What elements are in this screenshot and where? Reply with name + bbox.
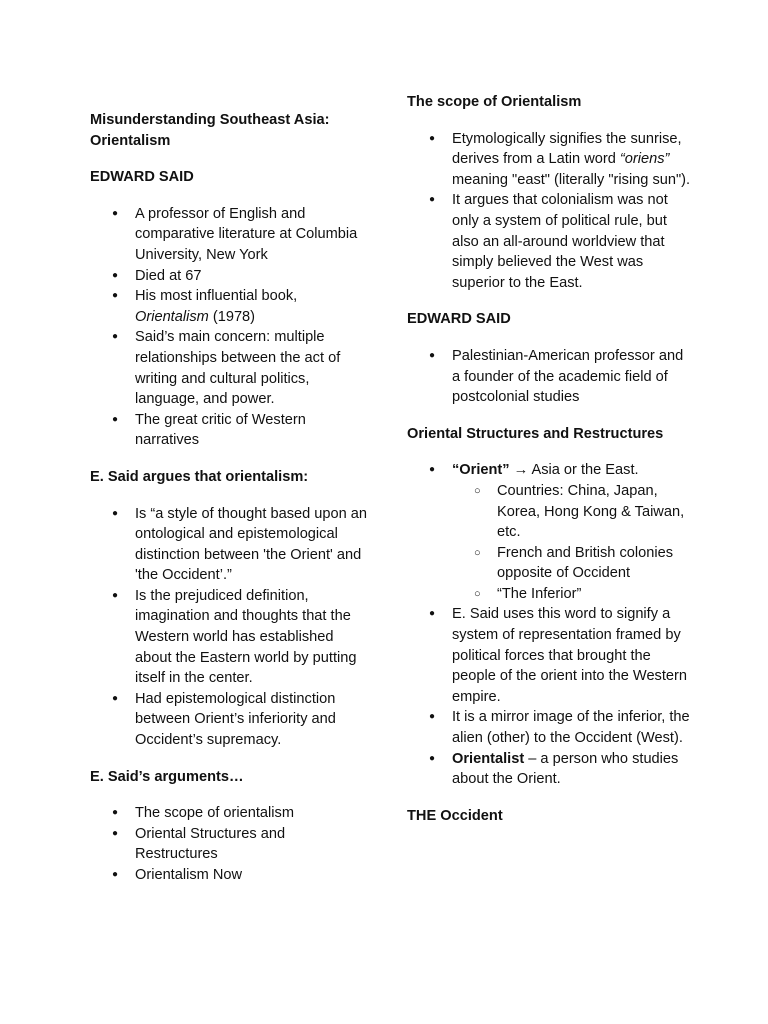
orient-term: “Orient” — [452, 462, 510, 479]
book-title: Orientalism — [135, 308, 209, 325]
book-year: (1978) — [208, 308, 256, 325]
orient-sublist — [452, 481, 692, 605]
list-item — [407, 460, 692, 604]
scope-list — [407, 129, 692, 294]
occident-heading: THE Occident — [407, 807, 503, 824]
list-item: ● The scope of orientalism — [90, 803, 368, 824]
list-item-text: His most influential book, — [135, 288, 298, 305]
list-item: ● Is the prejudiced definition, imagination and thoughts that the Western world has established about the Eastern world by putting itself in the center. — [90, 586, 368, 689]
list-item: ● Died at 67 — [90, 266, 368, 287]
structures-heading: Oriental Structures and Restructures — [407, 425, 664, 442]
arguments-list — [90, 803, 368, 885]
list-item: ● Oriental Structures and Restructures — [90, 824, 368, 865]
list-item: ● E. Said uses this word to signify a system of representation framed by political forces that brought the people of the orient into the Western empire. — [407, 604, 692, 707]
list-item — [407, 129, 692, 191]
list-item: ● It argues that colonialism was not only a system of political rule, but also an all-around worldview that simply believed the West was superior to the East. — [407, 190, 692, 293]
scope-heading: The scope of Orientalism — [407, 94, 582, 110]
list-item: ● Orientalism Now — [90, 865, 368, 886]
orientalist-term: Orientalist — [452, 750, 525, 767]
argues-heading: E. Said argues that orientalism: — [90, 468, 309, 485]
sublist-item: ○ “The Inferior” — [452, 584, 692, 605]
structures-list — [407, 460, 692, 790]
sublist-item: ○ Countries: China, Japan, Korea, Hong Kong & Taiwan, etc. — [452, 481, 692, 543]
argues-list — [90, 504, 368, 751]
list-item: ● Palestinian-American professor and a founder of the academic field of postcolonial studies — [407, 346, 692, 408]
edward-said-heading-2: EDWARD SAID — [407, 311, 511, 328]
list-item: ● It is a mirror image of the inferior, the alien (other) to the Occident (West). — [407, 707, 692, 748]
edward-said-list — [90, 204, 368, 451]
right-column — [407, 92, 692, 826]
list-item-text: Etymologically signifies the sunrise, derives from a Latin word — [452, 130, 682, 168]
list-item: ● The great critic of Western narratives — [90, 410, 368, 451]
oriens-term: “oriens” — [619, 151, 670, 168]
said-list-2 — [407, 346, 692, 408]
left-column — [90, 110, 368, 886]
list-item: ● Is “a style of thought based upon an ontological and epistemological distinction between 'the Orient' and 'the Occident’.” — [90, 504, 368, 586]
list-item — [407, 749, 692, 790]
list-item — [90, 286, 368, 327]
sublist-item: ○ French and British colonies opposite of Occident — [452, 543, 692, 584]
list-item-text: – a person who studies about the Orient. — [452, 750, 679, 788]
list-item: ● Said’s main concern: multiple relationships between the act of writing and cultural politics, language, and power. — [90, 327, 368, 409]
list-item-text: meaning "east" (literally "rising sun"). — [452, 171, 691, 188]
edward-said-heading: EDWARD SAID — [90, 169, 194, 186]
list-item: ● Had epistemological distinction between Orient’s inferiority and Occident’s supremacy. — [90, 689, 368, 751]
list-item: ● A professor of English and comparative literature at Columbia University, New York — [90, 204, 368, 266]
document-title: Misunderstanding Southeast Asia: Orientalism — [90, 112, 330, 149]
arguments-heading: E. Said’s arguments… — [90, 768, 244, 785]
list-item-text: → Asia or the East. — [509, 462, 639, 479]
